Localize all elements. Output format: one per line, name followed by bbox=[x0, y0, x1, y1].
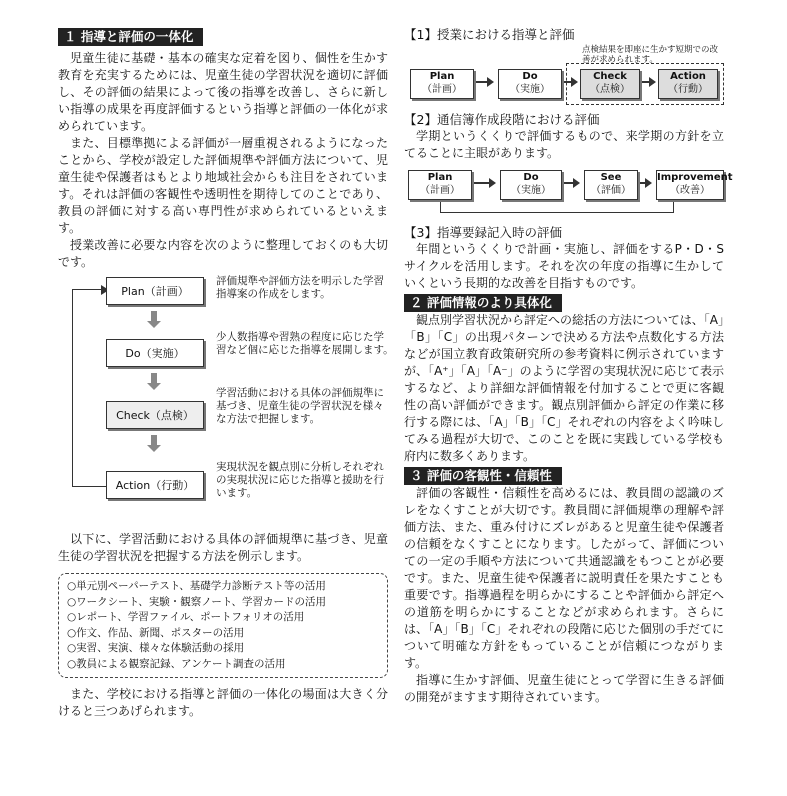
cycle-box-check: Check（点検） bbox=[106, 401, 204, 429]
list-item: ○ワークシート、実験・観察ノート、学習カードの活用 bbox=[67, 595, 326, 608]
right-arrow-icon bbox=[564, 182, 578, 184]
cycle-desc-do: 少人数指導や習熟の程度に応じた学習など個に応じた指導を展開します。 bbox=[216, 331, 394, 356]
right-arrow-icon bbox=[642, 81, 654, 83]
right-arrow-icon bbox=[474, 182, 494, 184]
down-arrow-icon bbox=[151, 373, 157, 383]
cycle-box-plan: Plan（計画） bbox=[106, 277, 204, 305]
list-item: ○作文、作品、新聞、ポスターの活用 bbox=[67, 626, 245, 639]
section-3-heading: ３ 評価の客観性・信頼性 bbox=[404, 467, 562, 485]
flow1-box-check: Check （点検） bbox=[580, 69, 640, 99]
three-scenes-paragraph: また、学校における指導と評価の一体化の場面は大きく分けると三つあげられます。 bbox=[58, 687, 388, 718]
improvement-paragraph: 授業改善に必要な内容を次のように整理しておくのも大切です。 bbox=[58, 238, 388, 269]
term-cycle-diagram bbox=[404, 164, 733, 220]
right-arrow-icon bbox=[476, 81, 492, 83]
right-arrow-icon bbox=[564, 81, 576, 83]
flow2-box-plan: Plan （計画） bbox=[408, 170, 472, 200]
list-item: ○教員による観察記録、アンケート調査の活用 bbox=[67, 657, 286, 670]
flow1-box-do: Do （実施） bbox=[498, 69, 562, 99]
objectivity-paragraph: 評価の客観性・信頼性を高めるには、教員間の認識のズレをなくすことが大切です。教員間に評価規準の理解や評価方法、また、重み付けにズレがあると児童生徒や保護者の信頼をなくすことになります。したがって、評価についての一定の手順や方法について共通認識をもつことが必要です。また、児童生徒や保護者に説明責任を果たすことも重要です。指導過程を明らかにすることや評価から評定への道筋を明らかにすることなどが求められます。さらには、「A」「B」「C」それぞれの段階に応じた個別の手だてについて明確な方針をもっていることが信頼につながります。 bbox=[404, 486, 724, 670]
list-item: ○単元別ペーパーテスト、基礎学力診断テスト等の活用 bbox=[67, 580, 326, 592]
record-paragraph: 年間というくくりで計画・実施し、評価をするP・D・Sサイクルを活用します。それを次の年度の指導に生かしていくという長期的な改善を目指すものです。 bbox=[404, 242, 724, 290]
cycle-box-do: Do（実施） bbox=[106, 339, 204, 367]
flow2-box-improvement: Improvement （改善） bbox=[656, 170, 724, 200]
flow1-box-action: Action （行動） bbox=[658, 69, 718, 99]
lesson-cycle-diagram bbox=[404, 45, 724, 105]
down-arrow-icon bbox=[151, 311, 157, 321]
flow2-box-do: Do （実施） bbox=[500, 170, 562, 200]
cycle-desc-check: 学習活動における具体の評価規準に基づき、児童生徒の学習状況を様々な方法で把握します。 bbox=[216, 387, 384, 425]
cycle-desc-plan: 評価規準や評価方法を明示した学習指導案の作成をします。 bbox=[216, 275, 384, 300]
methods-intro-paragraph: 以下に、学習活動における具体の評価規準に基づき、児童生徒の学習状況を把握する方法を例示します。 bbox=[58, 532, 388, 563]
flow1-box-plan: Plan （計画） bbox=[410, 69, 474, 99]
left-column bbox=[58, 26, 394, 720]
cycle-return-arrow bbox=[72, 289, 107, 487]
section-1-heading: １ 指導と評価の一体化 bbox=[58, 28, 203, 46]
list-item: ○実習、実演、様々な体験活動の採用 bbox=[67, 642, 245, 654]
right-column bbox=[404, 26, 733, 706]
methods-list bbox=[58, 573, 388, 678]
intro-paragraph: 児童生徒に基礎・基本の確実な定着を図り、個性を生かす教育を充実するためには、児童生徒の学習状況を適切に評価し、その評価の結果によって後の指導を改善し、さらに新しい指導の成果を再度評価するという指導と評価の一体化が求められています。 bbox=[58, 51, 388, 133]
cycle-box-action: Action（行動） bbox=[106, 471, 204, 499]
subsection-2-heading: 【2】通信簿作成段階における評価 bbox=[404, 112, 600, 127]
pdca-cycle-diagram bbox=[58, 275, 394, 527]
closing-paragraph: 指導に生かす評価、児童生徒にとって学習に生きる評価の開発がますます期待されています。 bbox=[404, 673, 724, 704]
subsection-3-heading: 【3】指導要録記入時の評価 bbox=[404, 225, 562, 240]
specifics-paragraph: 観点別学習状況から評定への総括の方法については、「A」「B」「C」の出現パターンで決める方法や点数化する方法などが国立教育政策研究所の参考資料に例示されていますが、「A⁺」「A」「A⁻」のように学習の実現状況に応じて表示するなど、より詳細な評価情報を付加することで更に客観性の高い評価ができます。観点別評価から評定の作業に移行する際には、「A」「B」「C」それぞれの内容をよく吟味してみる過程が大切で、このことを既に実践している学校も府内に数多くあります。 bbox=[404, 313, 724, 463]
right-arrow-icon bbox=[640, 182, 650, 184]
flow2-box-see: See （評価） bbox=[584, 170, 638, 200]
cycle-desc-action: 実現状況を観点別に分析しそれぞれの実現状況に応じた指導と援助を行います。 bbox=[216, 461, 384, 499]
flow2-return-arrow bbox=[440, 200, 674, 213]
list-item: ○レポート、学習ファイル、ポートフォリオの活用 bbox=[67, 611, 305, 623]
subsection-1-heading: 【1】授業における指導と評価 bbox=[404, 27, 575, 42]
criteria-paragraph: また、目標準拠による評価が一層重視されるようになったことから、学校が設定した評価規準や評価方法について、児童生徒や保護者はもとより地域社会からも注目をされています。それは評価の客観性や透明性を期待してのことであり、教員の評価に対する高い専門性が求められているといえます。 bbox=[58, 136, 388, 235]
section-2-heading: ２ 評価情報のより具体化 bbox=[404, 294, 562, 312]
down-arrow-icon bbox=[151, 435, 157, 445]
report-card-paragraph: 学期というくくりで評価するもので、来学期の方針を立てることに主眼があります。 bbox=[404, 129, 724, 160]
short-term-note: 点検結果を即座に生かす短期での改善が求められます。 bbox=[582, 45, 719, 65]
